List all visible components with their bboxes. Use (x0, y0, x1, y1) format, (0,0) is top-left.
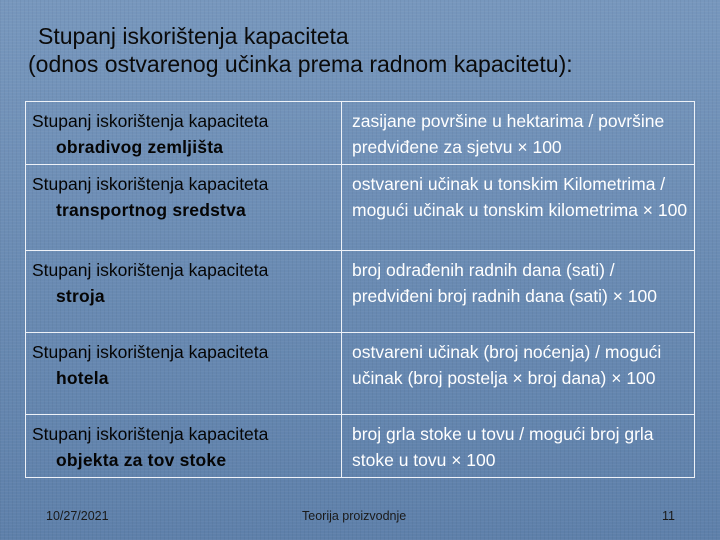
row-label (26, 415, 342, 478)
table-row (26, 165, 695, 251)
row-label-main: Stupanj iskorištenja kapaciteta (32, 342, 269, 362)
table-row (26, 333, 695, 415)
table-row (26, 415, 695, 478)
row-formula: ostvareni učinak (broj noćenja) / mogući učinak (broj postelja × broj dana) × 100 (342, 333, 695, 415)
row-formula: ostvareni učinak u tonskim Kilometrima / mogući učinak u tonskim kilometrima × 100 (342, 165, 695, 251)
row-label-sub: objekta za tov stoke (56, 450, 227, 470)
row-label (26, 251, 342, 333)
row-label-main: Stupanj iskorištenja kapaciteta (32, 424, 269, 444)
row-label-main: Stupanj iskorištenja kapaciteta (32, 111, 269, 131)
row-label (26, 102, 342, 165)
row-formula: zasijane površine u hektarima / površine predviđene za sjetvu × 100 (342, 102, 695, 165)
row-formula: broj grla stoke u tovu / mogući broj grla stoke u tovu × 100 (342, 415, 695, 478)
slide-title-line2: (odnos ostvarenog učinka prema radnom kapacitetu): (28, 51, 573, 77)
row-label (26, 333, 342, 415)
row-label (26, 165, 342, 251)
footer-title: Teorija proizvodnje (302, 509, 407, 523)
row-formula: broj odrađenih radnih dana (sati) / predviđeni broj radnih dana (sati) × 100 (342, 251, 695, 333)
footer-date: 10/27/2021 (46, 509, 109, 523)
row-label-sub: hotela (56, 368, 109, 388)
row-label-sub: stroja (56, 286, 105, 306)
slide-title (28, 22, 708, 78)
table-row (26, 251, 695, 333)
table-row (26, 102, 695, 165)
row-label-main: Stupanj iskorištenja kapaciteta (32, 174, 269, 194)
row-label-main: Stupanj iskorištenja kapaciteta (32, 260, 269, 280)
capacity-table (25, 101, 695, 478)
slide-number: 11 (662, 509, 675, 523)
slide-title-line1: Stupanj iskorištenja kapaciteta (38, 23, 349, 49)
row-label-sub: obradivog zemljišta (56, 137, 224, 157)
row-label-sub: transportnog sredstva (56, 200, 246, 220)
